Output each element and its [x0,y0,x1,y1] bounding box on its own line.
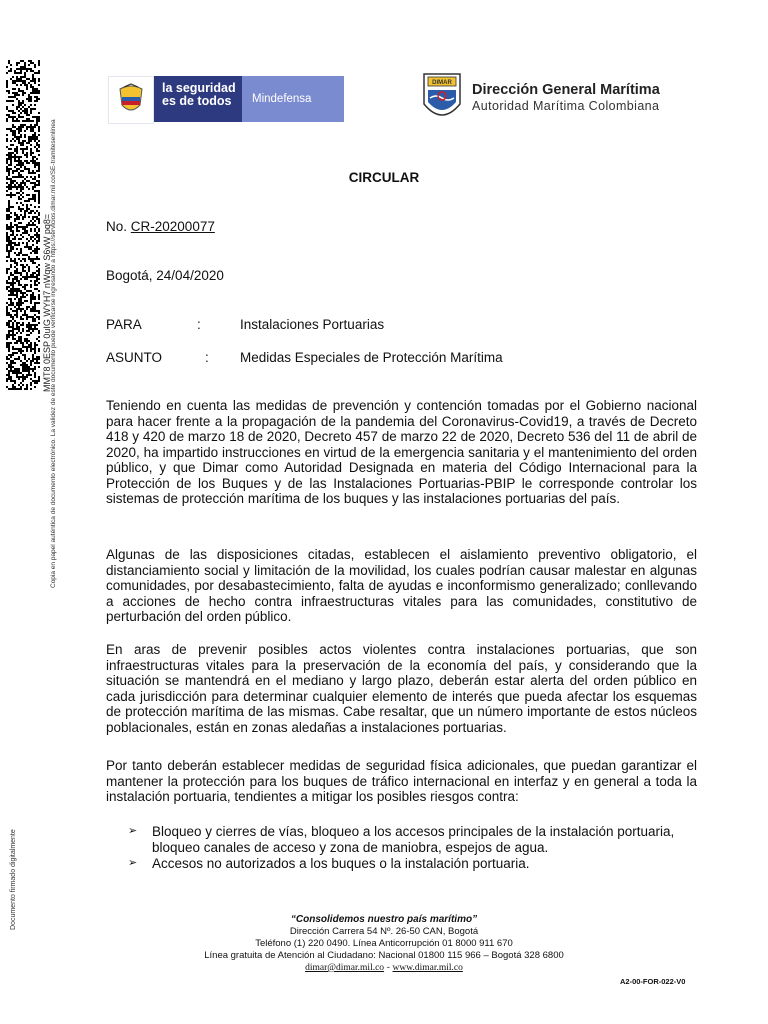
arrow-bullet-icon: ➢ [128,825,138,837]
paragraph: Teniendo en cuenta las medidas de prevención y contención tomadas por el Gobierno nacional para hacer frente a la propagación de la pandemia del Coronavirus-Covid19, a través de Decreto 418 y 420 de marzo 18 de 2020, Decreto 457 de marzo 22 de 2020, Decreto 536 del 11 de abril de 2020, ha impartido instrucciones en virtud de la emergencia sanitaria y el mantenimiento del orden público, y que Dimar como Autoridad Designada en materia del Código Internacional para la Protección de los Buques y de las Instalaciones Portuarias-PBIP le corresponde controlar los sistemas de protección marítima de los buques y las instalaciones portuarias del país. [106,398,697,506]
dimar-subtitle: Autoridad Marítima Colombiana [472,99,660,113]
paragraph: Por tanto deberán establecer medidas de seguridad física adicionales, que puedan garantizar el mantener la protección para los buques de tráfico internacional en interfaz y en general a toda la instalación portuaria, tendientes a mitigar los posibles riesgos contra: [106,758,697,804]
verification-code: MMT8 0ESP 0uIG WYH7 nWqw S6vW pq8= [42,213,52,392]
website-link[interactable]: www.dimar.mil.co [392,963,463,973]
document-date: Bogotá, 24/04/2020 [106,268,224,283]
list-item-text: Bloqueo y cierres de vías, bloqueo a los accesos principales de la instalación portuaria, bloqueo canales de acceso y zona de maniobra, espejos de agua. [152,824,675,855]
document-type: CIRCULAR [348,170,420,185]
arrow-bullet-icon: ➢ [128,857,138,869]
link-separator: - [386,962,390,973]
para-row [0,317,768,333]
para-label: PARA [106,317,142,332]
document-number-line [106,219,215,234]
footer-links [0,962,768,974]
footer-phone: Teléfono (1) 220 0490. Línea Anticorrupción 01 8000 911 670 [255,938,513,949]
email-link[interactable]: dimar@dimar.mil.co [305,963,385,973]
list-item-text: Accesos no autorizados a los buques o la instalación portuaria. [152,856,530,871]
dimar-shield-icon [420,70,464,128]
gov-slogan: la seguridad es de todos [154,76,242,122]
paragraph: En aras de prevenir posibles actos violentes contra instalaciones portuarias, que son infraestructuras vitales para la preservación de la economía del país, y considerando que la situación se mantendrá en el mediano y largo plazo, deberán estar alerta del orden público en cada jurisdicción para determinar cualquier elemento de interés que pueda afectar los esquemas de protección marítima de las mismas. Cabe resaltar, que un número importante de estos núcleos poblacionales, están en zonas aledañas a instalaciones portuarias. [106,642,697,735]
para-value: Instalaciones Portuarias [240,317,385,332]
signed-note: Documento firmado digitalmente [10,829,17,930]
list-item [106,856,697,872]
para-colon: : [197,317,201,332]
shield-text: DIMAR [432,80,452,86]
asunto-row [0,350,768,366]
ministry-name: Mindefensa [242,76,344,122]
document-number: CR-20200077 [130,219,215,234]
risk-list [106,824,697,873]
footer-citizen-line: Línea gratuita de Atención al Ciudadano: Nacional 01800 115 966 – Bogotá 328 6800 [204,950,564,961]
form-code: A2-00-FOR-022-V0 [620,977,686,986]
asunto-colon: : [205,350,209,365]
asunto-label: ASUNTO [106,350,163,365]
footer-address: Dirección Carrera 54 Nº. 26-50 CAN, Bogotá [289,926,479,937]
dimar-logo [420,70,710,130]
list-item [106,824,697,855]
number-label: No. [106,219,128,234]
dimar-title: Dirección General Marítima [472,82,660,98]
verification-note: Copia en papel auténtica de documento electrónico. La validez de este documento puede verificarse ingresando a https://servicios.dimar.mil.co/SE-tramitesenlinea [50,119,57,588]
footer-slogan: “Consolidemos nuestro país marítimo” [290,914,478,925]
paragraph: Algunas de las disposiciones citadas, establecen el aislamiento preventivo obligatorio, el distanciamiento social y limitación de la movilidad, los cuales podrían causar malestar en algunas comunidades, por desabastecimiento, falta de ayudas e inconformismo generalizado; conllevando a acciones de hecho contra infraestructuras vitales para las comunidades, constitutivo de perturbación del orden público. [106,547,697,624]
coat-of-arms-icon [108,76,154,124]
government-logo [108,76,344,122]
asunto-value: Medidas Especiales de Protección Marítima [240,350,503,365]
barcode [6,60,40,390]
footer [0,914,768,974]
